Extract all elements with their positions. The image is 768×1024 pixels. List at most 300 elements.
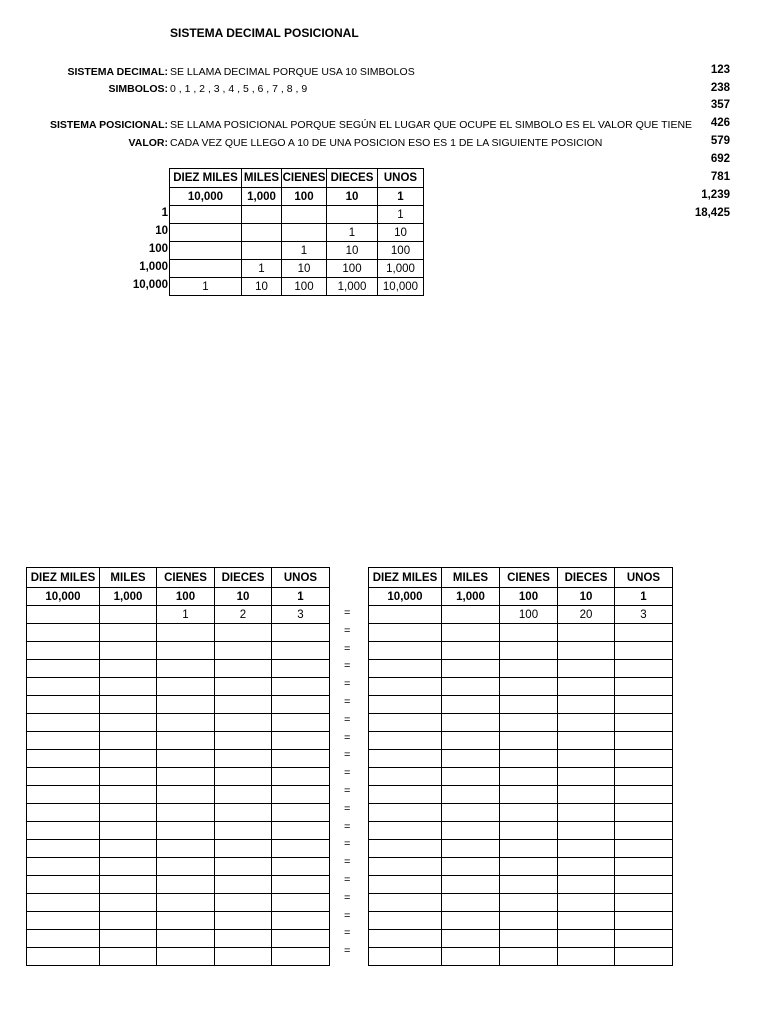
definition-label: SIMBOLOS: xyxy=(108,83,168,95)
table-cell[interactable] xyxy=(500,732,558,750)
table-row xyxy=(27,912,330,930)
number-item: 781 xyxy=(710,171,730,183)
table-cell[interactable] xyxy=(27,930,100,948)
table-cell[interactable] xyxy=(157,912,215,930)
equals-sign: = xyxy=(344,838,351,851)
table-row xyxy=(369,606,673,624)
value-row xyxy=(369,588,673,606)
table-row xyxy=(27,696,330,714)
table-cell[interactable] xyxy=(442,930,500,948)
table-cell[interactable] xyxy=(442,804,500,822)
table-cell[interactable] xyxy=(272,642,330,660)
equals-sign: = xyxy=(344,660,351,673)
table-cell[interactable] xyxy=(215,894,272,912)
row-label: 10 xyxy=(155,225,168,237)
table-cell[interactable] xyxy=(369,858,442,876)
table-row xyxy=(369,948,673,966)
equals-sign: = xyxy=(344,624,351,637)
equals-sign: = xyxy=(344,945,351,958)
table-cell[interactable] xyxy=(369,624,442,642)
table-cell[interactable] xyxy=(272,768,330,786)
table-cell[interactable] xyxy=(500,786,558,804)
table-cell xyxy=(170,206,242,224)
table-cell[interactable] xyxy=(558,696,615,714)
table-cell[interactable] xyxy=(157,930,215,948)
table-cell: 10 xyxy=(242,278,282,296)
table-cell[interactable] xyxy=(157,876,215,894)
table-cell xyxy=(170,260,242,278)
table-cell[interactable] xyxy=(558,624,615,642)
table-cell[interactable] xyxy=(615,768,673,786)
table-row xyxy=(369,660,673,678)
table-row xyxy=(369,642,673,660)
table-cell[interactable] xyxy=(27,768,100,786)
header-cell: DIECES xyxy=(327,169,378,188)
table-cell[interactable] xyxy=(615,822,673,840)
table-cell[interactable] xyxy=(442,768,500,786)
table-row xyxy=(27,804,330,822)
table-cell[interactable] xyxy=(442,912,500,930)
table-cell[interactable] xyxy=(100,822,157,840)
table-cell[interactable] xyxy=(500,624,558,642)
table-cell[interactable] xyxy=(442,894,500,912)
table-cell[interactable] xyxy=(215,768,272,786)
equals-sign: = xyxy=(344,642,351,655)
table-cell[interactable] xyxy=(369,732,442,750)
table-cell[interactable] xyxy=(615,858,673,876)
table-cell[interactable] xyxy=(369,894,442,912)
table-cell[interactable] xyxy=(558,876,615,894)
table-cell[interactable] xyxy=(157,642,215,660)
table-cell: 1 xyxy=(327,224,378,242)
table-cell[interactable] xyxy=(272,840,330,858)
table-cell[interactable] xyxy=(558,660,615,678)
table-cell[interactable] xyxy=(558,714,615,732)
table-cell[interactable] xyxy=(215,912,272,930)
table-cell[interactable] xyxy=(272,930,330,948)
table-cell[interactable] xyxy=(369,786,442,804)
table-cell[interactable] xyxy=(500,912,558,930)
table-cell[interactable] xyxy=(615,660,673,678)
header-cell: UNOS xyxy=(615,568,673,588)
table-row xyxy=(369,858,673,876)
table-cell[interactable] xyxy=(215,678,272,696)
table-cell[interactable] xyxy=(500,678,558,696)
table-row xyxy=(27,642,330,660)
table-cell[interactable]: 1 xyxy=(157,606,215,624)
table-row xyxy=(369,732,673,750)
table-cell[interactable] xyxy=(100,858,157,876)
table-cell[interactable] xyxy=(27,732,100,750)
table-cell[interactable] xyxy=(157,894,215,912)
table-cell[interactable] xyxy=(500,696,558,714)
table-cell[interactable] xyxy=(558,750,615,768)
definition-text: SE LLAMA POSICIONAL PORQUE SEGÚN EL LUGAR QUE OCUPE EL SIMBOLO ES EL VALOR QUE TIENE xyxy=(170,119,693,131)
table-cell xyxy=(282,206,327,224)
table-row xyxy=(27,822,330,840)
table-cell[interactable] xyxy=(615,750,673,768)
table-cell[interactable] xyxy=(615,714,673,732)
table-cell[interactable] xyxy=(157,786,215,804)
equals-sign: = xyxy=(344,856,351,869)
table-cell[interactable] xyxy=(500,948,558,966)
table-cell[interactable] xyxy=(369,822,442,840)
table-cell[interactable] xyxy=(27,912,100,930)
table-cell xyxy=(282,224,327,242)
row-label: 1,000 xyxy=(139,261,168,273)
definition-text: SE LLAMA DECIMAL PORQUE USA 10 SIMBOLOS xyxy=(170,66,415,78)
header-cell: DIEZ MILES xyxy=(170,169,242,188)
table-cell[interactable] xyxy=(157,840,215,858)
table-cell[interactable] xyxy=(500,660,558,678)
table-cell[interactable] xyxy=(558,822,615,840)
table-cell[interactable] xyxy=(27,894,100,912)
equals-sign: = xyxy=(344,696,351,708)
table-cell[interactable] xyxy=(157,858,215,876)
table-cell[interactable]: 100 xyxy=(500,606,558,624)
table-cell: 10 xyxy=(282,260,327,278)
table-cell[interactable] xyxy=(500,750,558,768)
value-cell: 100 xyxy=(500,588,558,606)
table-cell[interactable] xyxy=(27,786,100,804)
table-cell[interactable] xyxy=(615,876,673,894)
table-cell[interactable] xyxy=(100,840,157,858)
table-cell[interactable] xyxy=(615,642,673,660)
table-cell[interactable] xyxy=(442,750,500,768)
number-item: 579 xyxy=(710,135,730,147)
table-cell[interactable] xyxy=(215,696,272,714)
table-cell[interactable] xyxy=(558,786,615,804)
value-cell: 1,000 xyxy=(442,588,500,606)
table-cell[interactable] xyxy=(100,678,157,696)
header-row xyxy=(27,568,330,588)
table-cell[interactable] xyxy=(442,696,500,714)
left-worksheet-table xyxy=(26,567,330,966)
table-cell[interactable] xyxy=(272,948,330,966)
table-cell[interactable] xyxy=(369,768,442,786)
table-cell[interactable] xyxy=(442,876,500,894)
table-cell[interactable] xyxy=(272,822,330,840)
table-cell[interactable] xyxy=(27,858,100,876)
table-cell[interactable] xyxy=(558,678,615,696)
table-cell[interactable] xyxy=(100,606,157,624)
value-row xyxy=(170,188,424,206)
table-cell[interactable] xyxy=(442,660,500,678)
table-cell[interactable] xyxy=(500,840,558,858)
table-cell[interactable] xyxy=(558,894,615,912)
table-cell[interactable] xyxy=(615,696,673,714)
table-cell[interactable] xyxy=(157,678,215,696)
table-cell[interactable] xyxy=(27,678,100,696)
table-cell[interactable] xyxy=(442,714,500,732)
table-cell[interactable] xyxy=(100,930,157,948)
table-cell[interactable] xyxy=(615,804,673,822)
table-cell[interactable] xyxy=(369,606,442,624)
table-cell xyxy=(242,224,282,242)
table-cell[interactable] xyxy=(442,642,500,660)
table-cell[interactable] xyxy=(500,876,558,894)
table-cell[interactable] xyxy=(100,642,157,660)
header-cell: UNOS xyxy=(378,169,424,188)
definition-label: VALOR: xyxy=(128,137,168,149)
table-cell[interactable] xyxy=(272,876,330,894)
value-cell: 100 xyxy=(157,588,215,606)
table-cell[interactable] xyxy=(100,876,157,894)
table-row xyxy=(369,624,673,642)
table-cell[interactable] xyxy=(558,732,615,750)
table-cell[interactable] xyxy=(272,696,330,714)
table-cell[interactable] xyxy=(615,912,673,930)
table-cell[interactable] xyxy=(100,624,157,642)
table-cell[interactable] xyxy=(369,696,442,714)
table-cell[interactable] xyxy=(272,786,330,804)
equals-sign: = xyxy=(344,749,351,762)
value-cell: 10,000 xyxy=(369,588,442,606)
value-cell: 1,000 xyxy=(100,588,157,606)
header-cell: MILES xyxy=(100,568,157,588)
table-cell[interactable] xyxy=(157,732,215,750)
table-cell[interactable] xyxy=(157,714,215,732)
table-cell[interactable] xyxy=(100,660,157,678)
value-cell: 1 xyxy=(378,188,424,206)
right-worksheet-table xyxy=(368,567,673,966)
equals-sign: = xyxy=(344,713,351,726)
table-cell[interactable] xyxy=(215,858,272,876)
table-cell[interactable] xyxy=(27,660,100,678)
table-cell[interactable] xyxy=(100,786,157,804)
table-cell[interactable] xyxy=(558,858,615,876)
table-cell[interactable] xyxy=(615,840,673,858)
table-row xyxy=(369,768,673,786)
table-cell[interactable] xyxy=(369,912,442,930)
table-cell xyxy=(170,242,242,260)
table-cell[interactable] xyxy=(215,948,272,966)
table-cell[interactable] xyxy=(615,948,673,966)
table-cell[interactable] xyxy=(27,714,100,732)
table-cell[interactable] xyxy=(27,840,100,858)
table-cell[interactable] xyxy=(615,930,673,948)
table-row xyxy=(27,678,330,696)
table-cell[interactable] xyxy=(157,948,215,966)
table-cell[interactable] xyxy=(500,894,558,912)
table-cell[interactable] xyxy=(369,642,442,660)
table-cell[interactable] xyxy=(215,804,272,822)
table-cell[interactable] xyxy=(27,606,100,624)
table-row xyxy=(369,696,673,714)
equals-sign: = xyxy=(344,874,351,886)
table-cell[interactable] xyxy=(272,714,330,732)
table-cell[interactable]: 3 xyxy=(615,606,673,624)
table-cell[interactable] xyxy=(442,678,500,696)
value-cell: 10 xyxy=(558,588,615,606)
table-cell[interactable] xyxy=(500,714,558,732)
table-cell[interactable] xyxy=(215,642,272,660)
table-cell[interactable] xyxy=(442,840,500,858)
table-cell[interactable] xyxy=(442,786,500,804)
table-row xyxy=(27,768,330,786)
table-cell[interactable] xyxy=(615,732,673,750)
table-cell[interactable] xyxy=(100,804,157,822)
table-row xyxy=(369,876,673,894)
table-cell[interactable] xyxy=(215,822,272,840)
table-cell[interactable] xyxy=(272,732,330,750)
table-row xyxy=(27,732,330,750)
table-cell[interactable] xyxy=(558,930,615,948)
table-row xyxy=(27,840,330,858)
table-cell[interactable] xyxy=(442,948,500,966)
table-cell[interactable] xyxy=(369,714,442,732)
table-cell[interactable] xyxy=(215,660,272,678)
table-cell[interactable] xyxy=(615,678,673,696)
table-cell[interactable] xyxy=(215,624,272,642)
table-cell: 10 xyxy=(378,224,424,242)
table-cell[interactable] xyxy=(157,696,215,714)
table-cell[interactable] xyxy=(27,696,100,714)
table-cell[interactable] xyxy=(215,714,272,732)
table-cell[interactable] xyxy=(27,948,100,966)
table-cell[interactable] xyxy=(100,948,157,966)
table-cell[interactable] xyxy=(369,804,442,822)
table-row xyxy=(369,930,673,948)
table-cell[interactable] xyxy=(272,804,330,822)
table-cell[interactable] xyxy=(558,642,615,660)
table-cell[interactable] xyxy=(500,858,558,876)
table-row xyxy=(27,714,330,732)
equals-sign: = xyxy=(344,607,351,619)
table-cell[interactable] xyxy=(442,822,500,840)
table-cell[interactable] xyxy=(272,894,330,912)
equals-sign: = xyxy=(344,767,351,780)
table-cell[interactable] xyxy=(500,804,558,822)
table-cell[interactable] xyxy=(215,840,272,858)
table-cell: 100 xyxy=(282,278,327,296)
value-cell: 10 xyxy=(327,188,378,206)
equals-sign: = xyxy=(344,785,351,797)
table-cell[interactable] xyxy=(442,858,500,876)
table-cell[interactable] xyxy=(27,750,100,768)
table-cell[interactable] xyxy=(100,894,157,912)
table-cell[interactable] xyxy=(100,696,157,714)
table-cell[interactable] xyxy=(615,894,673,912)
table-cell[interactable] xyxy=(558,840,615,858)
table-cell[interactable] xyxy=(157,624,215,642)
table-row xyxy=(27,624,330,642)
table-cell[interactable]: 2 xyxy=(215,606,272,624)
table-cell[interactable] xyxy=(100,912,157,930)
table-cell[interactable]: 3 xyxy=(272,606,330,624)
table-cell[interactable] xyxy=(27,876,100,894)
number-item: 357 xyxy=(710,99,730,111)
value-cell: 10,000 xyxy=(27,588,100,606)
table-cell[interactable] xyxy=(442,606,500,624)
table-cell[interactable] xyxy=(215,750,272,768)
equals-sign: = xyxy=(344,927,351,940)
table-cell[interactable] xyxy=(27,804,100,822)
table-cell[interactable] xyxy=(369,840,442,858)
table-cell: 100 xyxy=(327,260,378,278)
table-cell[interactable] xyxy=(369,948,442,966)
table-cell[interactable] xyxy=(500,642,558,660)
equals-sign: = xyxy=(344,678,351,691)
table-cell[interactable] xyxy=(272,912,330,930)
table-cell[interactable] xyxy=(369,678,442,696)
table-cell[interactable] xyxy=(558,804,615,822)
table-cell[interactable] xyxy=(215,732,272,750)
table-cell[interactable] xyxy=(215,930,272,948)
table-cell[interactable] xyxy=(157,822,215,840)
table-cell[interactable]: 20 xyxy=(558,606,615,624)
table-row xyxy=(27,858,330,876)
value-cell: 1 xyxy=(615,588,673,606)
table-cell[interactable] xyxy=(500,768,558,786)
table-cell[interactable] xyxy=(369,750,442,768)
table-cell[interactable] xyxy=(100,732,157,750)
value-cell: 1,000 xyxy=(242,188,282,206)
table-cell xyxy=(242,206,282,224)
table-cell[interactable] xyxy=(442,624,500,642)
number-item: 238 xyxy=(710,82,730,94)
table-cell[interactable] xyxy=(100,714,157,732)
table-cell[interactable] xyxy=(157,660,215,678)
table-cell[interactable] xyxy=(615,624,673,642)
number-item: 123 xyxy=(710,64,730,76)
equals-sign: = xyxy=(344,909,351,922)
definition-text: 0 , 1 , 2 , 3 , 4 , 5 , 6 , 7 , 8 , 9 xyxy=(170,83,308,95)
table-cell[interactable] xyxy=(442,732,500,750)
table-cell[interactable] xyxy=(369,930,442,948)
table-row xyxy=(369,894,673,912)
table-cell[interactable] xyxy=(500,930,558,948)
page-title: SISTEMA DECIMAL POSICIONAL xyxy=(170,26,359,40)
table-cell[interactable] xyxy=(500,822,558,840)
table-cell[interactable] xyxy=(558,912,615,930)
table-cell[interactable] xyxy=(272,660,330,678)
table-cell[interactable] xyxy=(27,642,100,660)
row-label: 100 xyxy=(148,243,168,255)
table-cell[interactable] xyxy=(615,786,673,804)
table-cell xyxy=(170,224,242,242)
table-cell[interactable] xyxy=(369,660,442,678)
table-cell[interactable] xyxy=(215,876,272,894)
table-cell[interactable] xyxy=(558,768,615,786)
table-row xyxy=(369,678,673,696)
table-cell[interactable] xyxy=(27,822,100,840)
table-cell[interactable] xyxy=(100,750,157,768)
table-row xyxy=(369,840,673,858)
table-cell[interactable] xyxy=(558,948,615,966)
table-cell[interactable] xyxy=(100,768,157,786)
table-cell[interactable] xyxy=(215,786,272,804)
value-cell: 1 xyxy=(272,588,330,606)
header-cell: CIENES xyxy=(282,169,327,188)
number-item: 1,239 xyxy=(701,189,730,201)
table-cell[interactable] xyxy=(157,750,215,768)
value-cell: 10,000 xyxy=(170,188,242,206)
table-cell[interactable] xyxy=(272,678,330,696)
table-cell: 1 xyxy=(170,278,242,296)
table-cell[interactable] xyxy=(272,858,330,876)
table-row xyxy=(27,876,330,894)
table-cell[interactable] xyxy=(272,750,330,768)
table-cell[interactable] xyxy=(157,804,215,822)
table-cell: 1 xyxy=(242,260,282,278)
table-cell[interactable] xyxy=(272,624,330,642)
table-row xyxy=(27,786,330,804)
table-cell[interactable] xyxy=(27,624,100,642)
table-cell[interactable] xyxy=(157,768,215,786)
table-cell[interactable] xyxy=(369,876,442,894)
table-row xyxy=(170,260,424,278)
